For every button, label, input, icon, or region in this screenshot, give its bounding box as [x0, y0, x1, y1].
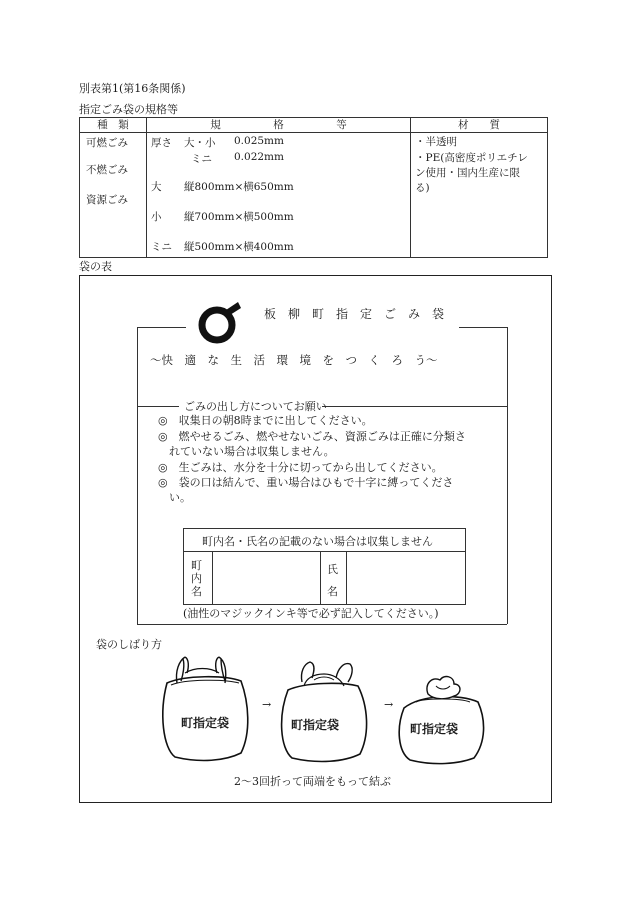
frame-line [459, 327, 508, 328]
tying-caption: 2〜3回折って両端をもって結ぶ [234, 775, 391, 788]
name-label-char: 名 [327, 585, 338, 598]
box-line [320, 551, 321, 604]
type-burnable: 可燃ごみ [86, 137, 128, 149]
request-line: ◎ 収集日の朝8時までに出してください。 [158, 414, 373, 427]
bag-print-label: 町指定袋 [181, 716, 230, 730]
dim-size-small: 小 [151, 211, 162, 223]
material-line: ・半透明 [415, 136, 457, 148]
town-label-char: 内 [191, 572, 202, 585]
dim-value-small: 縦700mm×横500mm [184, 211, 294, 223]
town-label [191, 559, 202, 598]
annex-title: 別表第1(第16条関係) [79, 82, 186, 95]
frame-line [137, 624, 507, 625]
town-name-field[interactable] [213, 552, 319, 603]
frame-line [137, 327, 138, 624]
dim-value-mini: 縦500mm×横400mm [184, 241, 294, 253]
frame-line [137, 327, 186, 328]
arrow-icon: → [384, 698, 394, 711]
town-label-char: 名 [191, 585, 202, 598]
col-spec: 規 格 等 [147, 118, 411, 133]
dim-value-large: 縦800mm×横650mm [184, 181, 294, 193]
type-resource: 資源ごみ [86, 194, 128, 206]
request-line: ◎ 袋の口は結んで、重い場合はひもで十字に縛ってくださ [158, 476, 454, 489]
bag-print-label: 町指定袋 [410, 722, 459, 736]
name-entry-box [183, 528, 466, 605]
request-line: ◎ 生ごみは、水分を十分に切ってから出してください。 [158, 461, 443, 474]
bag-print-label: 町指定袋 [291, 718, 340, 732]
dim-size-mini: ミニ [151, 241, 172, 253]
material-line: ン使用・国内生産に限 [415, 167, 520, 179]
request-divider [322, 406, 507, 407]
arrow-icon: → [262, 698, 272, 711]
request-line: い。 [158, 491, 191, 504]
name-notice: 町内名・氏名の記載のない場合は収集しません [202, 535, 433, 548]
material-cell [411, 133, 548, 258]
name-label-char: 氏 [327, 563, 338, 576]
frame-line [507, 327, 508, 624]
thickness-value-2: 0.022mm [234, 151, 284, 163]
ink-note: (油性のマジックインキ等で必ず記入してください。) [183, 607, 439, 620]
request-title: ごみの出し方についてお願い [184, 400, 327, 413]
bag-tied-icon [394, 672, 490, 766]
type-nonburnable: 不燃ごみ [86, 164, 128, 176]
town-label-char: 町 [191, 559, 202, 572]
spec-table-header [80, 118, 548, 133]
thickness-label: 厚さ [151, 137, 172, 149]
thickness-value-1: 0.025mm [234, 135, 284, 147]
spec-table [79, 117, 548, 258]
bag-front-title: 袋の表 [79, 260, 112, 273]
slogan: 〜快 適 な 生 活 環 境 を つ く ろ う〜 [150, 353, 438, 367]
name-label [327, 559, 338, 603]
dim-size-large: 大 [151, 181, 162, 193]
spec-table-row [80, 133, 548, 258]
col-material: 材 質 [411, 118, 548, 133]
spec-cell [147, 133, 411, 258]
bag-folding-icon [274, 656, 374, 764]
bag-open-icon [155, 653, 255, 763]
tying-title: 袋のしばり方 [96, 638, 162, 651]
brand-title: 板 柳 町 指 定 ご み 袋 [264, 307, 445, 321]
request-line: ◎ 燃やせるごみ、燃やせないごみ、資源ごみは正確に分類さ [158, 430, 466, 443]
request-line: れていない場合は収集しません。 [158, 445, 335, 458]
type-cell [80, 133, 147, 258]
col-type: 種 類 [80, 118, 147, 133]
person-name-field[interactable] [347, 552, 464, 603]
material-line: ・PE(高密度ポリエチレ [415, 152, 528, 164]
town-logo-icon [196, 298, 244, 346]
spec-title: 指定ごみ袋の規格等 [79, 103, 178, 116]
thickness-size-2: ミニ [191, 153, 212, 165]
material-line: る) [415, 182, 430, 194]
thickness-size-1: 大・小 [184, 137, 216, 149]
request-divider [138, 406, 179, 407]
